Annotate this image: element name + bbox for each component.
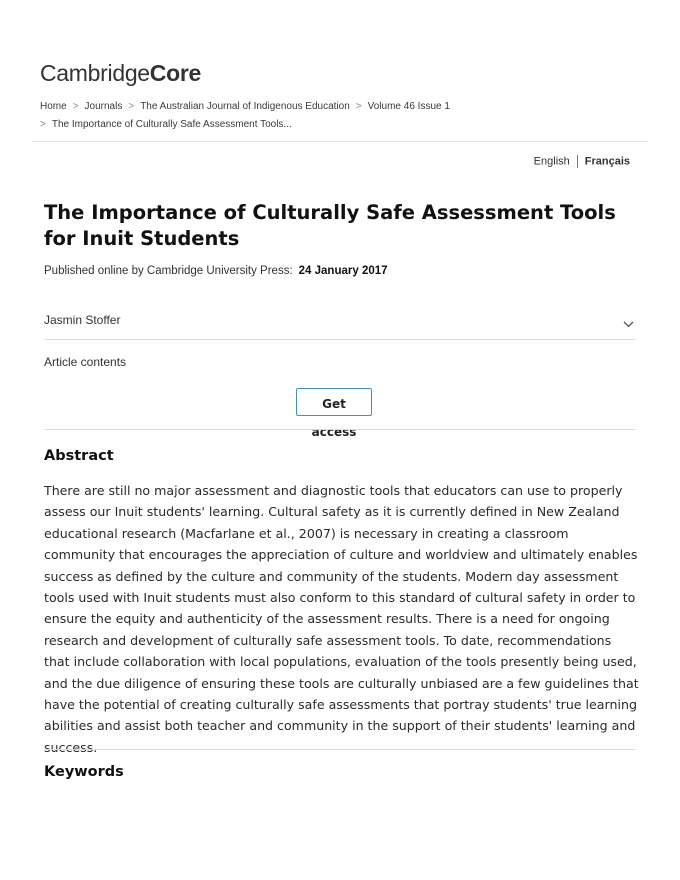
breadcrumb-home[interactable]: Home (40, 101, 67, 112)
published-line (44, 265, 388, 277)
breadcrumb-separator: > (128, 101, 135, 112)
section-divider (44, 429, 636, 430)
get-access-button[interactable]: Get access (296, 388, 372, 416)
author-accordion[interactable] (44, 311, 636, 340)
cambridge-core-logo[interactable] (40, 60, 201, 87)
logo-cambridge: Cambridge (40, 60, 150, 86)
header-divider (32, 141, 648, 142)
section-divider (44, 749, 636, 750)
breadcrumb-journals[interactable]: Journals (84, 101, 123, 112)
chevron-down-icon[interactable] (623, 317, 634, 331)
logo-core: Core (149, 60, 201, 86)
breadcrumb-journal[interactable]: The Australian Journal of Indigenous Education (140, 101, 350, 112)
breadcrumb-separator: > (40, 119, 46, 130)
keywords-heading: Keywords (44, 764, 124, 780)
language-divider (577, 155, 578, 168)
published-label: Published online by Cambridge University Press: (44, 265, 293, 277)
breadcrumb (40, 98, 640, 134)
breadcrumb-current: The Importance of Culturally Safe Assessment Tools... (51, 119, 292, 130)
breadcrumb-separator: > (72, 101, 79, 112)
language-english-link[interactable]: English (533, 155, 570, 168)
language-french-link[interactable]: Français (584, 155, 630, 168)
language-switcher (534, 155, 630, 168)
breadcrumb-issue[interactable]: Volume 46 Issue 1 (367, 101, 450, 112)
article-title: The Importance of Culturally Safe Assessment Tools for Inuit Students (44, 201, 616, 250)
breadcrumb-separator: > (355, 101, 362, 112)
abstract-heading: Abstract (44, 448, 114, 464)
author-name[interactable]: Jasmin Stoffer (44, 313, 121, 327)
published-date: 24 January 2017 (298, 265, 388, 277)
article-contents-link[interactable]: Article contents (44, 355, 127, 369)
abstract-text: There are still no major assessment and diagnostic tools that educators can use to properly assess our Inuit students' learning. Cultural safety as it is currently defined in New Zealand educational research (Macfarlane et al., 2007) is necessary in creating a classroom community that encourages the appreciation of culture and worldview and ultimately enables success as defined by the culture and community of the students. Modern day assessment tools used with Inuit students must also conform to this standard of cultural safety in order to ensure the equity and authenticity of the assessment results. There is a need for ongoing research and development of culturally safe assessment tools. To date, recommendations that include collaboration with local populations, evaluation of the tools presently being used, and the due diligence of ensuring these tools are culturally unbiased are a few guidelines that have the potential of creating culturally safe assessments that portray students' true learning abilities and assist both teacher and community in the support of their students' learning and success. (44, 483, 639, 755)
